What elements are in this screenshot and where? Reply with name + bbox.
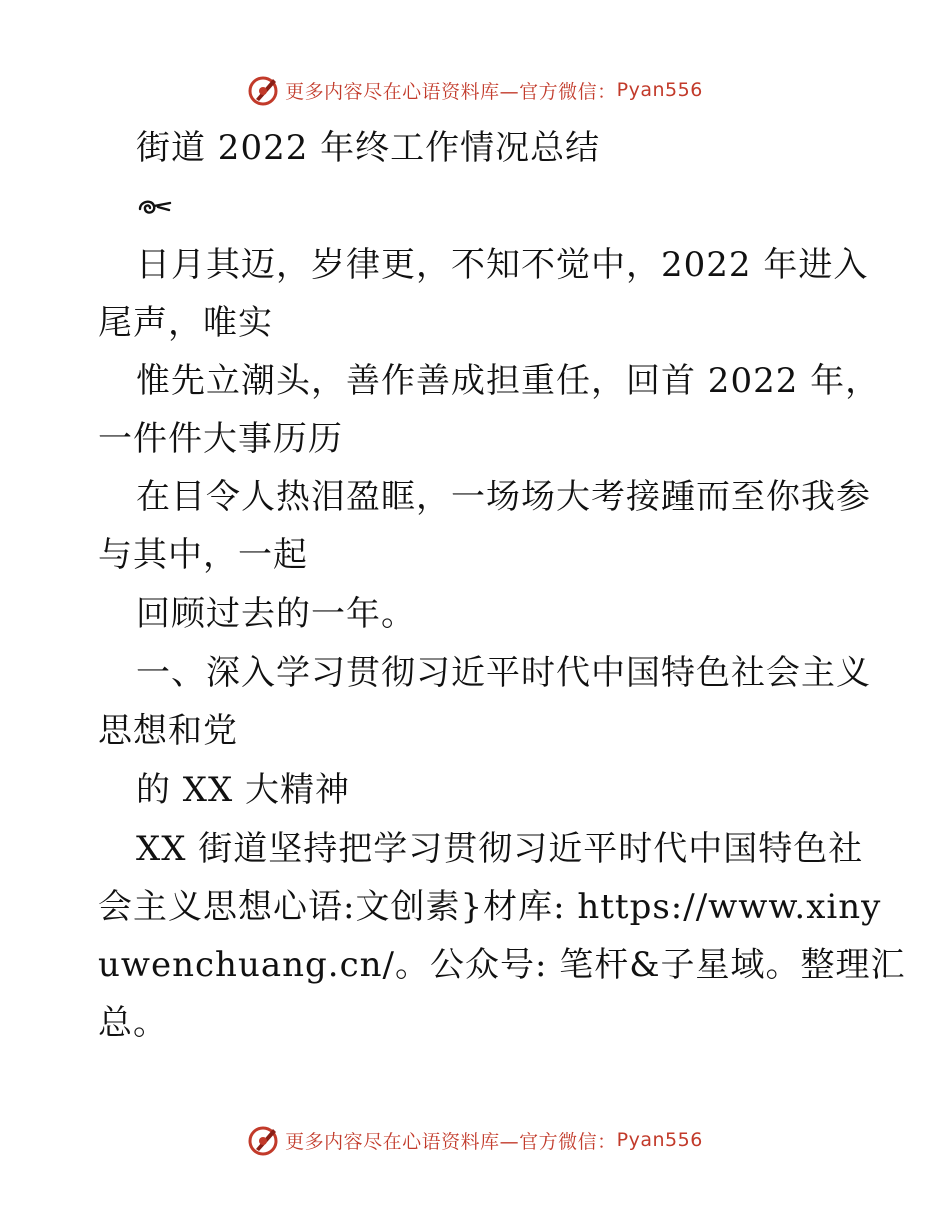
- body-line-11: 总。: [98, 1003, 168, 1043]
- header-banner: [0, 70, 950, 110]
- body-line-3: 惟先立潮头，善作善成担重任，回首 2022 年，: [136, 361, 881, 401]
- body-line-7: 回顾过去的一年。: [136, 594, 416, 634]
- body-line-8: XX 街道坚持把学习贯彻习近平时代中国特色社: [136, 829, 864, 869]
- body-line-1: 日月其迈，岁律更，不知不觉中，2022 年进入: [136, 245, 869, 285]
- body-line-6: 与其中，一起: [98, 535, 308, 575]
- document-title: 街道 2022 年终工作情况总结: [136, 128, 601, 168]
- footer-banner: [0, 1120, 950, 1160]
- banner-wechat-id: Pyan556: [616, 1129, 703, 1151]
- pen-seal-logo-icon: [247, 73, 281, 107]
- body-line-4: 一件件大事历历: [98, 419, 343, 459]
- banner-text: 更多内容尽在心语资料库—官方微信：: [285, 1130, 617, 1153]
- pen-seal-logo-icon: [247, 1123, 281, 1157]
- banner-text: 更多内容尽在心语资料库—官方微信：: [285, 80, 617, 103]
- body-line-10: uwenchuang.cn/。公众号: 笔杆&子星域。整理汇: [98, 945, 906, 985]
- body-line-9: 会主义思想心语:文创素}材库: https://www.xiny: [98, 887, 882, 927]
- body-line-5: 在目令人热泪盈眶，一场场大考接踵而至你我参: [136, 477, 871, 517]
- body-line-2: 尾声，唯实: [98, 303, 273, 343]
- swirl-ornament-icon: [136, 195, 172, 219]
- section-heading-line-1: 一、深入学习贯彻习近平时代中国特色社会主义: [136, 653, 871, 693]
- banner-wechat-id: Pyan556: [616, 79, 703, 101]
- section-heading-line-3: 的 XX 大精神: [136, 770, 351, 810]
- section-heading-line-2: 思想和党: [98, 711, 238, 751]
